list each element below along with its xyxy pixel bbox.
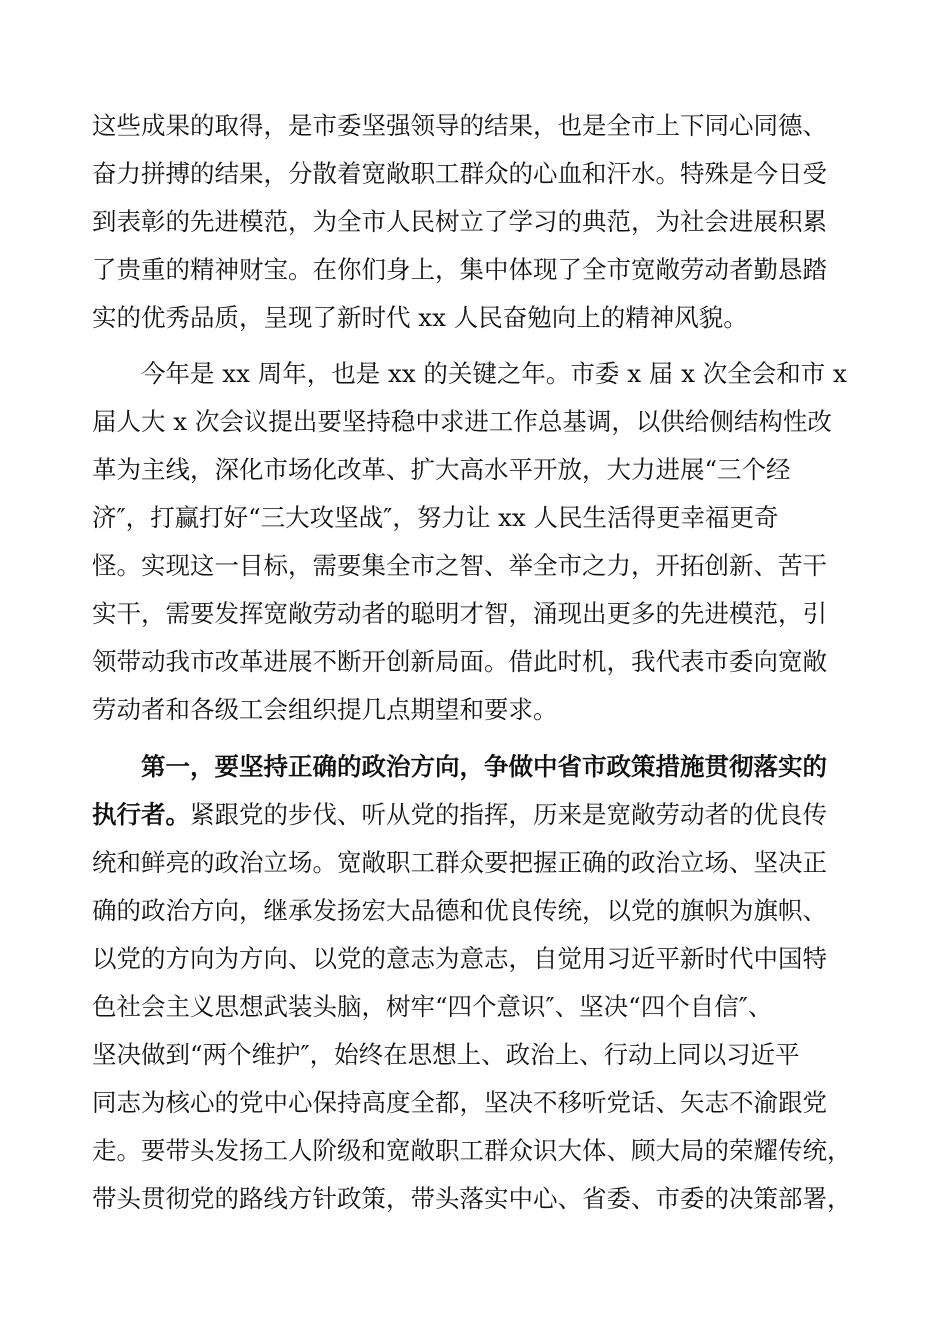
section-heading-first-end: 执行者。 — [92, 800, 190, 829]
paragraph-3-line-2 — [92, 800, 827, 830]
paragraph-2-line-3: 革为主线，深化市场化改革、扩大高水平开放，大力进展“三个经 — [92, 455, 791, 484]
paragraph-2-line-1: 今年是 xx 周年，也是 xx 的关键之年。市委 x 届 x 次全会和市 x — [141, 359, 847, 388]
paragraph-3-line-4: 确的政治方向，继承发扬宏大品德和优良传统，以党的旗帜为旗帜、 — [92, 896, 827, 925]
section-heading-first: 第一，要坚持正确的政治方向，争做中省市政策措施贯彻落实的 — [141, 752, 827, 781]
paragraph-2-line-2: 届人大 x 次会议提出要坚持稳中求进工作总基调，以供给侧结构性改 — [92, 407, 832, 436]
paragraph-1-line-1: 这些成果的取得，是市委坚强领导的结果，也是全市上下同心同德、 — [92, 111, 827, 140]
paragraph-3-line-9: 走。要带头发扬工人阶级和宽敞职工群众识大体、顾大局的荣耀传统， — [92, 1136, 852, 1165]
paragraph-1-line-4: 了贵重的精神财宝。在你们身上，集中体现了全市宽敞劳动者勤恳踏 — [92, 255, 827, 284]
paragraph-1-line-3: 到表彰的先进模范，为全市人民树立了学习的典范，为社会进展积累 — [92, 207, 827, 236]
paragraph-2-line-7: 领带动我市改革进展不断开创新局面。借此时机，我代表市委向宽敞 — [92, 647, 827, 676]
paragraph-3-line-10: 带头贯彻党的路线方针政策，带头落实中心、省委、市委的决策部署， — [92, 1184, 852, 1213]
paragraph-3-line-2-text: 紧跟党的步伐、听从党的指挥，历来是宽敞劳动者的优良传 — [190, 800, 827, 829]
paragraph-3-line-7: 坚决做到“两个维护″，始终在思想上、政治上、行动上同以习近平 — [92, 1040, 800, 1069]
paragraph-3-line-3: 统和鲜亮的政治立场。宽敞职工群众要把握正确的政治立场、坚决正 — [92, 848, 827, 877]
paragraph-3-line-5: 以党的方向为方向、以党的意志为意志，自觉用习近平新时代中国特 — [92, 944, 827, 973]
paragraph-2-line-5: 怪。实现这一目标，需要集全市之智、举全市之力，开拓创新、苦干 — [92, 551, 827, 580]
paragraph-3-line-6: 色社会主义思想武装头脑，树牢“四个意识″、坚决“四个自信″、 — [92, 992, 773, 1021]
paragraph-2-line-4: 济″，打赢打好“三大攻坚战″，努力让 xx 人民生活得更幸福更奇 — [92, 503, 779, 532]
paragraph-2-line-6: 实干，需要发挥宽敞劳动者的聪明才智，涌现出更多的先进模范，引 — [92, 599, 827, 628]
paragraph-1-line-5: 实的优秀品质，呈现了新时代 xx 人民奋勉向上的精神风貌。 — [92, 303, 748, 332]
paragraph-3-line-8: 同志为核心的党中心保持高度全都，坚决不移听党话、矢志不渝跟党 — [92, 1088, 827, 1117]
paragraph-1-line-2: 奋力拼搏的结果，分散着宽敞职工群众的心血和汗水。特殊是今日受 — [92, 159, 827, 188]
paragraph-2-line-8: 劳动者和各级工会组织提几点期望和要求。 — [92, 695, 558, 724]
